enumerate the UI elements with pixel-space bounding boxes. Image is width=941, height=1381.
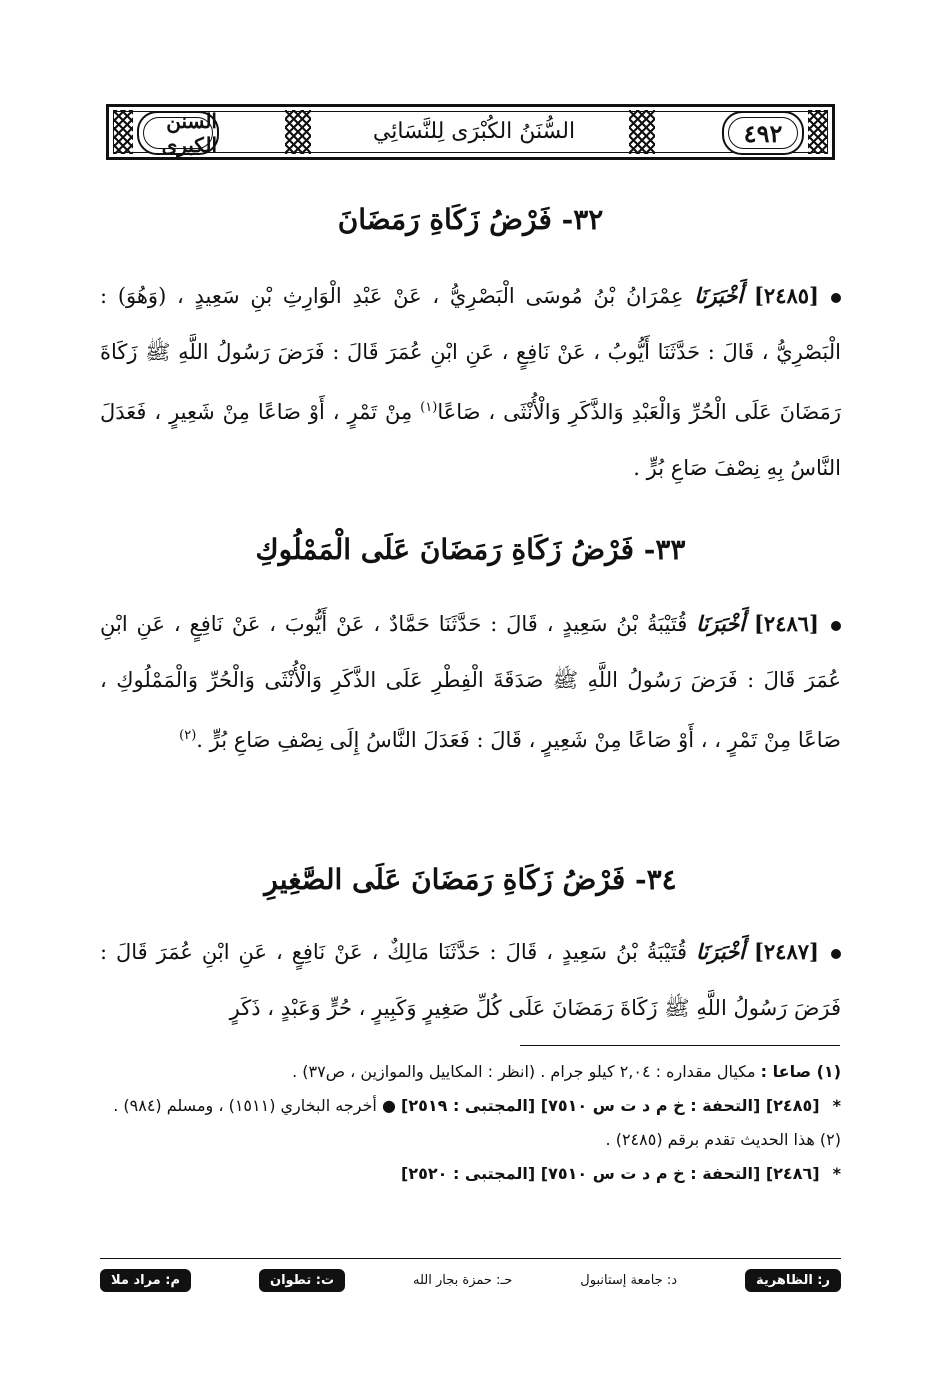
manuscript-key-bar [100, 1265, 841, 1295]
section-heading: ٣٤- فَرْضُ زَكَاةِ رَمَضَانَ عَلَى الصَّغِيرِ [264, 863, 677, 896]
hadith-text-continued: مِنْ تَمْرٍ ، أَوْ صَاعًا مِنْ شَعِيرٍ ، فَعَدَلَ النَّاسُ بِهِ نِصْفَ صَاعِ بُرٍّ . [100, 400, 841, 480]
star-icon: * [832, 1164, 841, 1183]
footnote-text: (٢) هذا الحديث تقدم برقم (٢٤٨٥) . [605, 1130, 841, 1149]
book-logo-text: السنن الكبرى [161, 109, 217, 157]
manuscript-rule [100, 1258, 841, 1259]
akhbarana-word: أَخْبَرَنَا [696, 611, 746, 636]
star-icon: * [832, 1096, 841, 1115]
page-number-medallion [722, 111, 804, 155]
section-heading: ٣٣- فَرْضُ زَكَاةِ رَمَضَانَ عَلَى الْمَمْلُوكِ [255, 533, 686, 566]
akhbarana-word: أَخْبَرَنَا [694, 283, 744, 308]
section-heading: ٣٢- فَرْضُ زَكَاةِ رَمَضَانَ [337, 203, 604, 236]
book-logo-medallion [137, 111, 219, 155]
footnote-label: (١) صاعا : [760, 1062, 841, 1081]
ornament-icon [629, 110, 655, 154]
medallion-ring [728, 117, 798, 149]
footnote-line [100, 1123, 841, 1157]
manuscript-label-h: حـ: حمزة بجار الله [413, 1272, 513, 1288]
hadith-text: قُتَيْبَةُ بْنُ سَعِيدٍ ، قَالَ : حَدَّثَنَا حَمَّادٌ ، عَنْ أَيُّوبَ ، عَنْ نَافِعٍ ، عَنِ ابْنِ عُمَرَ قَالَ : فَرَضَ رَسُولُ اللَّهِ ﷺ صَدَقَةَ الْفِطْرِ عَلَى الذَّكَرِ وَالْأُنْثَى وَالْحُرِّ وَالْمَمْلُوكِ ، صَاعًا مِنْ تَمْرٍ ، ، أَوْ صَاعًا مِنْ شَعِيرٍ ، قَالَ : فَعَدَلَ النَّاسُ إِلَى نِصْفِ صَاعِ بُرٍّ . [100, 612, 841, 752]
manuscript-tag-t: ت: تطوان [259, 1269, 345, 1292]
hadith-text: عِمْرَانُ بْنُ مُوسَى الْبَصْرِيُّ ، عَنْ عَبْدِ الْوَارِثِ بْنِ سَعِيدٍ ، (وَهُوَ) : الْبَصْرِيُّ ، قَالَ : حَدَّثَنَا أَيُّوبُ ، عَنْ نَافِعٍ ، عَنِ ابْنِ عُمَرَ قَالَ : فَرَضَ رَسُولُ اللَّهِ ﷺ زَكَاةَ رَمَضَانَ عَلَى الْحُرِّ وَالْعَبْدِ وَالذَّكَرِ وَالْأُنْثَى ، صَاعًا [100, 284, 841, 424]
footnote-text: مكيال مقداره : ٢,٠٤ كيلو جرام . (انظر : المكاييل والموازين ، ص٣٧) . [292, 1062, 756, 1081]
footnote-label: [٢٤٨٦] [التحفة : خ م د ت س ٧٥١٠] [المجتبى : ٢٥٢٠] [401, 1164, 820, 1183]
hadith-number: [٢٤٨٧] [753, 939, 819, 964]
hadith-number: [٢٤٨٦] [753, 611, 819, 636]
footnote-line [100, 1089, 841, 1123]
page-number: ٤٩٢ [743, 118, 783, 148]
page-header [106, 104, 835, 160]
footnote-marker[interactable]: (١) [420, 400, 438, 415]
manuscript-tag-r: ر: الظاهرية [745, 1269, 841, 1292]
ornament-icon [808, 110, 828, 154]
footnote-text: ● أخرجه البخاري (١٥١١) ، ومسلم (٩٨٤) . [113, 1096, 396, 1115]
footnote-label: [٢٤٨٥] [التحفة : خ م د ت س ٧٥١٠] [المجتبى : ٢٥١٩] [401, 1096, 820, 1115]
manuscript-label-d: د: جامعة إستانبول [580, 1272, 678, 1288]
akhbarana-word: أَخْبَرَنَا [696, 939, 746, 964]
bullet-icon [831, 621, 841, 631]
ornament-icon [113, 110, 133, 154]
footnote-marker[interactable]: (٢) [179, 728, 197, 743]
footnote-separator [520, 1045, 840, 1046]
manuscript-tag-m: م: مراد ملا [100, 1269, 191, 1292]
hadith-number: [٢٤٨٥] [753, 283, 819, 308]
hadith-entry [100, 924, 841, 1036]
bullet-icon [831, 949, 841, 959]
running-title: السُّنَنُ الكُبْرَى لِلنَّسَائِي [372, 119, 576, 144]
footnote-line [100, 1157, 841, 1191]
hadith-entry [100, 596, 841, 768]
medallion-ring [143, 117, 213, 149]
bullet-icon [831, 293, 841, 303]
ornament-icon [285, 110, 311, 154]
footnote-line [100, 1055, 841, 1089]
hadith-entry [100, 268, 841, 496]
hadith-text: قُتَيْبَةُ بْنُ سَعِيدٍ ، قَالَ : حَدَّثَنَا مَالِكٌ ، عَنْ نَافِعٍ ، عَنِ ابْنِ عُمَرَ قَالَ : فَرَضَ رَسُولُ اللَّهِ ﷺ زَكَاةَ رَمَضَانَ عَلَى كُلِّ صَغِيرٍ وَكَبِيرٍ ، حُرٍّ وَعَبْدٍ ، ذَكَرٍ [100, 940, 841, 1020]
footnotes-block [100, 1055, 841, 1191]
